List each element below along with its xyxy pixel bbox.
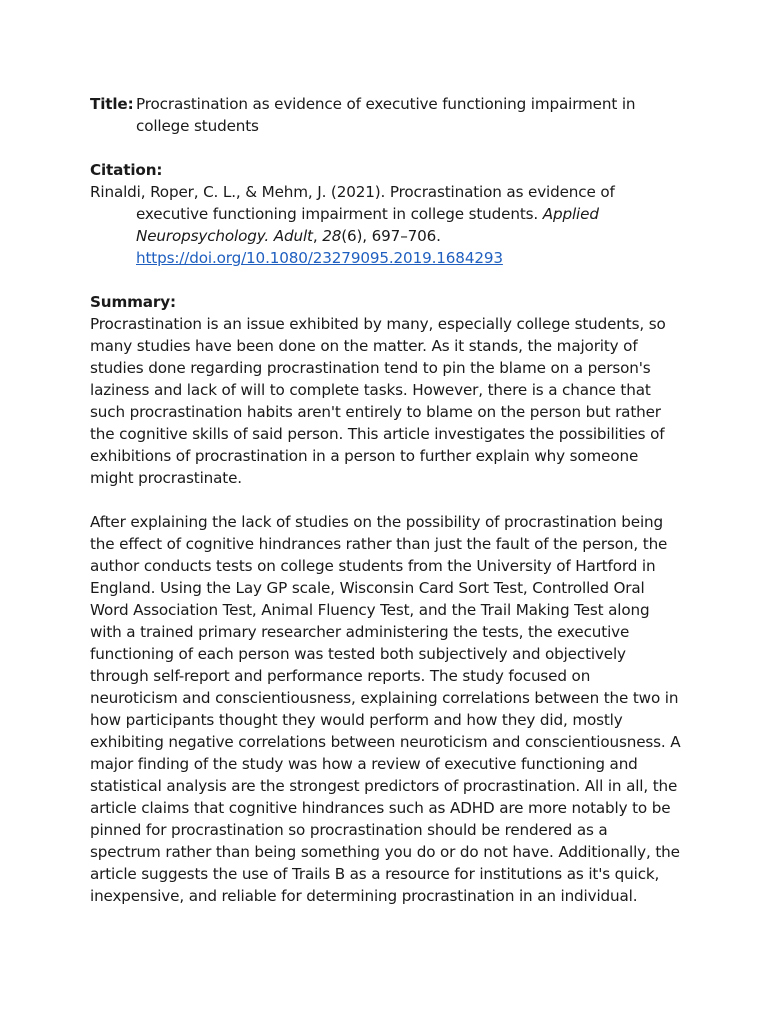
citation-text xyxy=(90,181,682,269)
citation-separator: , xyxy=(312,227,318,245)
title-row xyxy=(90,93,682,137)
summary-paragraph-1: Procrastination is an issue exhibited by many, especially college students, so many studies have been done on the matter. As it stands, the majority of studies done regarding procrastination tend to pin the blame on a person's laziness and lack of will to complete tasks. However, there is a chance that such procrastination habits aren't entirely to blame on the person but rather the cognitive skills of said person. This article investigates the possibilities of exhibitions of procrastination in a person to further explain why someone might procrastinate. xyxy=(90,315,666,487)
citation-prefix: Rinaldi, Roper, C. L., & Mehm, J. (2021). Procrastination as evidence of executive functioning impairment in college students. xyxy=(90,183,615,223)
summary-heading: Summary: xyxy=(90,293,176,311)
citation-journal: Applied Neuropsychology. Adult xyxy=(136,205,599,245)
title-text: Procrastination as evidence of executive functioning impairment in college students xyxy=(136,95,636,135)
title-label: Title: xyxy=(90,95,134,113)
spacer xyxy=(90,489,682,511)
citation-heading: Citation: xyxy=(90,161,163,179)
citation-issue-pages: (6), 697–706. xyxy=(341,227,441,245)
spacer xyxy=(90,137,682,159)
document-page xyxy=(90,93,682,907)
citation-volume: 28 xyxy=(322,227,342,245)
spacer xyxy=(90,269,682,291)
summary-paragraph-2: After explaining the lack of studies on the possibility of procrastination being the effect of cognitive hindrances rather than just the fault of the person, the author conducts tests on college students from the University of Hartford in England. Using the Lay GP scale, Wisconsin Card Sort Test, Controlled Oral Word Association Test, Animal Fluency Test, and the Trail Making Test along with a trained primary researcher administering the tests, the executive functioning of each person was tested both subjectively and objectively through self-report and performance reports. The study focused on neuroticism and conscientiousness, explaining correlations between the two in how participants thought they would perform and how they did, mostly exhibiting negative correlations between neuroticism and conscientiousness. A major finding of the study was how a review of executive functioning and statistical analysis are the strongest predictors of procrastination. All in all, the article claims that cognitive hindrances such as ADHD are more notably to be pinned for procrastination so procrastination should be rendered as a spectrum rather than being something you do or do not have. Additionally, the article suggests the use of Trails B as a resource for institutions as it's quick, inexpensive, and reliable for determining procrastination in an individual. xyxy=(90,513,681,905)
doi-link[interactable]: https://doi.org/10.1080/23279095.2019.1684293 xyxy=(136,249,503,267)
